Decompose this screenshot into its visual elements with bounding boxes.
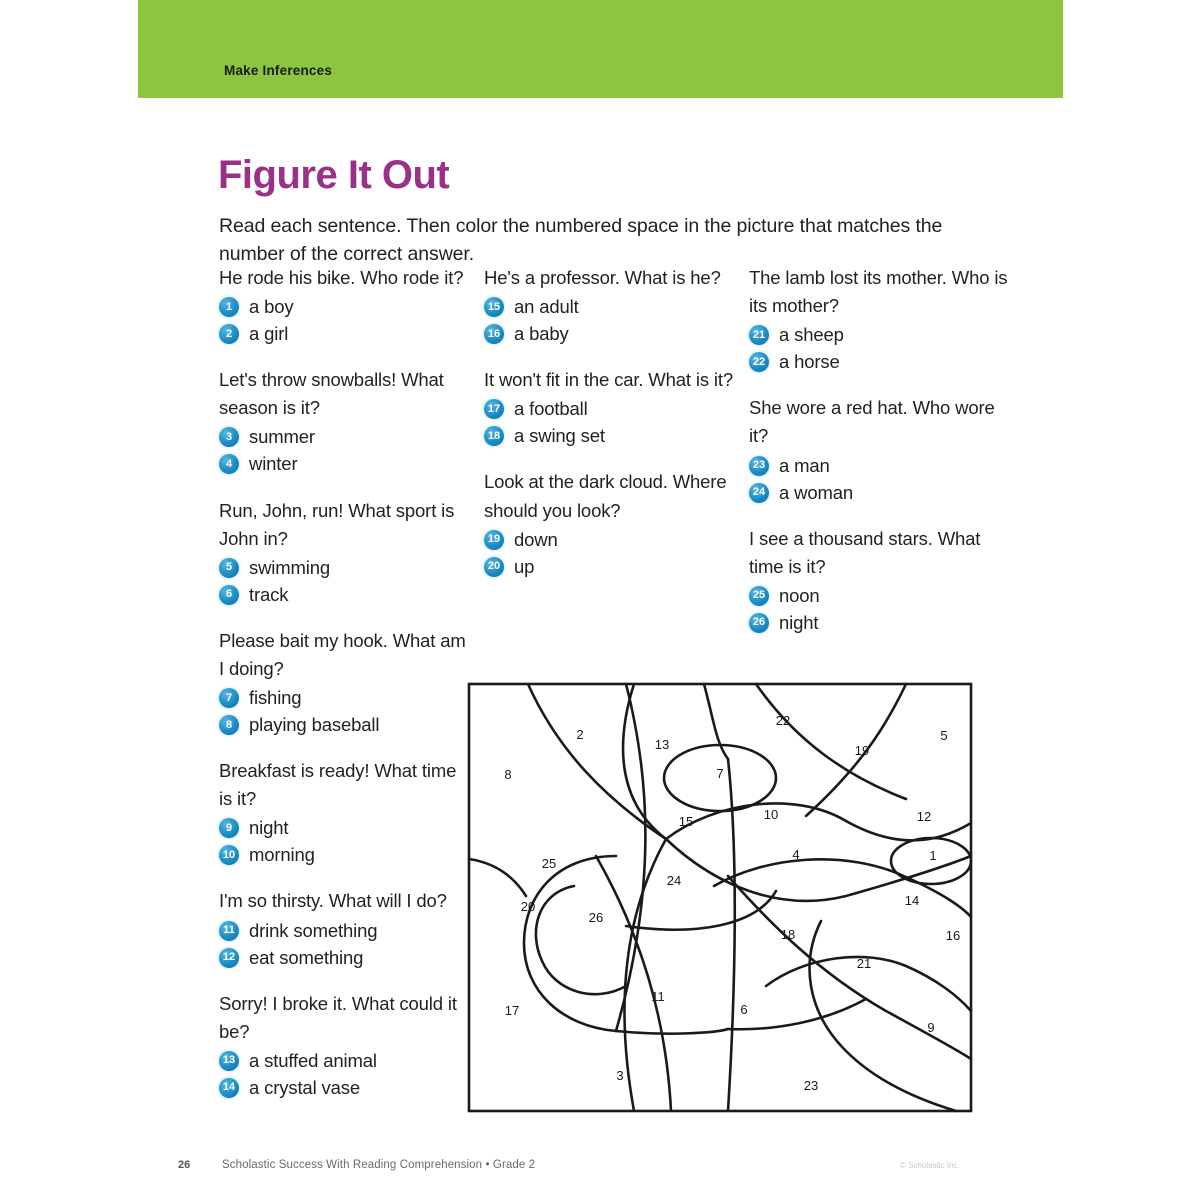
answer-choice-label: down — [514, 528, 558, 550]
answer-number-badge: 2 — [219, 324, 239, 344]
answer-choice[interactable] — [219, 946, 474, 970]
question-prompt: I see a thousand stars. What time is it? — [749, 527, 981, 577]
puzzle-region-number[interactable]: 19 — [854, 743, 870, 758]
answer-choice-label: a man — [779, 454, 830, 476]
question-prompt: Sorry! I broke it. What could it be? — [219, 992, 457, 1042]
answer-number-badge: 11 — [219, 921, 239, 941]
answer-number-badge: 5 — [219, 558, 239, 578]
question-prompt: She wore a red hat. Who wore it? — [749, 397, 995, 447]
answer-choice-label: a football — [514, 398, 588, 420]
answer-number-badge: 14 — [219, 1078, 239, 1098]
puzzle-region-number[interactable]: 14 — [904, 893, 920, 908]
question-block — [219, 627, 474, 737]
answer-choice-label: a sheep — [779, 324, 844, 346]
answer-number-badge: 21 — [749, 325, 769, 345]
puzzle-region-number[interactable]: 21 — [856, 956, 872, 971]
answer-choice[interactable] — [749, 611, 1009, 635]
answer-number-badge: 13 — [219, 1051, 239, 1071]
question-prompt: Let's throw snowballs! What season is it? — [219, 369, 444, 419]
answer-number-badge: 10 — [219, 845, 239, 865]
answer-choice-label: swimming — [249, 556, 331, 578]
footer-page-number: 26 — [178, 1159, 191, 1171]
question-prompt: Look at the dark cloud. Where should you look? — [484, 471, 727, 521]
puzzle-region-number[interactable]: 12 — [916, 809, 932, 824]
answer-choice-label: drink something — [249, 919, 378, 941]
answer-choice-label: a swing set — [514, 425, 605, 447]
answer-choice-label: morning — [249, 844, 315, 866]
answer-choice-label: playing baseball — [249, 714, 380, 736]
puzzle-region-number[interactable]: 11 — [651, 989, 665, 1004]
answer-choice[interactable] — [749, 350, 1009, 374]
answer-choice-label: night — [249, 817, 289, 839]
question-prompt: Please bait my hook. What am I doing? — [219, 629, 466, 679]
puzzle-region-number[interactable]: 22 — [775, 713, 791, 728]
answer-choice[interactable] — [219, 686, 474, 710]
answer-number-badge: 26 — [749, 613, 769, 633]
puzzle-region-number[interactable]: 15 — [678, 814, 694, 829]
answer-number-badge: 6 — [219, 585, 239, 605]
puzzle-region-number[interactable]: 4 — [792, 847, 800, 862]
answer-number-badge: 22 — [749, 352, 769, 372]
answer-number-badge: 12 — [219, 948, 239, 968]
answer-choice-label: a crystal vase — [249, 1076, 360, 1098]
answer-choice[interactable] — [484, 528, 734, 552]
answer-number-badge: 8 — [219, 715, 239, 735]
question-prompt: Run, John, run! What sport is John in? — [219, 499, 455, 549]
answer-choice[interactable] — [219, 322, 474, 346]
answer-choice-label: fishing — [249, 687, 302, 709]
question-block — [484, 468, 734, 578]
puzzle-region-number[interactable]: 26 — [588, 910, 604, 925]
question-block — [484, 264, 734, 346]
answer-number-badge: 15 — [484, 297, 504, 317]
answer-choice[interactable] — [219, 843, 474, 867]
question-prompt: It won't fit in the car. What is it? — [484, 369, 734, 391]
answer-choice-label: track — [249, 583, 289, 605]
answer-choice[interactable] — [219, 295, 474, 319]
question-column-2 — [484, 264, 734, 599]
question-block — [219, 757, 474, 867]
answer-number-badge: 19 — [484, 530, 504, 550]
puzzle-region-number[interactable]: 6 — [740, 1002, 748, 1017]
answer-choice[interactable] — [484, 322, 734, 346]
answer-choice[interactable] — [484, 555, 734, 579]
answer-choice-label: a woman — [779, 481, 854, 503]
question-prompt: He's a professor. What is he? — [484, 267, 721, 288]
answer-choice-label: winter — [249, 453, 298, 475]
answer-choice[interactable] — [219, 1076, 474, 1100]
question-block — [484, 366, 734, 448]
question-prompt: I'm so thirsty. What will I do? — [219, 890, 447, 912]
question-prompt: The lamb lost its mother. Who is its mother? — [749, 267, 1008, 317]
answer-choice[interactable] — [749, 323, 1009, 347]
puzzle-region-number[interactable]: 1 — [929, 848, 937, 863]
question-column-3 — [749, 264, 1009, 655]
answer-choice[interactable] — [219, 452, 474, 476]
answer-choice-label: a boy — [249, 296, 294, 318]
answer-choice[interactable] — [749, 454, 1009, 478]
question-prompt: He rode his bike. Who rode it? — [219, 267, 464, 288]
answer-number-badge: 24 — [749, 483, 769, 503]
answer-number-badge: 20 — [484, 557, 504, 577]
question-block — [219, 887, 474, 969]
answer-choice[interactable] — [219, 556, 474, 580]
puzzle-region-number[interactable]: 5 — [940, 728, 948, 743]
footer-book-title: Scholastic Success With Reading Comprehension • Grade 2 — [222, 1159, 536, 1171]
puzzle-region-number[interactable]: 18 — [780, 927, 796, 942]
answer-number-badge: 1 — [219, 297, 239, 317]
instructions-text: Read each sentence. Then color the numbered space in the picture that matches the number of the correct answer. — [219, 214, 943, 265]
answer-choice-label: a stuffed animal — [249, 1049, 377, 1071]
puzzle-region-number[interactable]: 25 — [541, 856, 557, 871]
puzzle-region-number[interactable]: 7 — [716, 766, 724, 781]
answer-choice-label: a horse — [779, 351, 840, 373]
answer-number-badge: 9 — [219, 818, 239, 838]
answer-number-badge: 23 — [749, 456, 769, 476]
answer-number-badge: 17 — [484, 399, 504, 419]
answer-choice-label: noon — [779, 584, 820, 606]
coloring-puzzle-picture[interactable] — [466, 681, 974, 1114]
question-block — [749, 394, 1009, 504]
answer-number-badge: 16 — [484, 324, 504, 344]
answer-number-badge: 25 — [749, 586, 769, 606]
question-block — [219, 264, 474, 346]
question-block — [219, 990, 474, 1100]
puzzle-region-number[interactable]: 17 — [504, 1003, 520, 1018]
puzzle-region-number[interactable]: 9 — [927, 1020, 935, 1035]
puzzle-region-number[interactable]: 16 — [945, 928, 961, 943]
answer-choice[interactable] — [219, 713, 474, 737]
answer-choice-label: a baby — [514, 323, 569, 345]
answer-choice[interactable] — [219, 919, 474, 943]
question-block — [749, 525, 1009, 635]
answer-choice[interactable] — [484, 295, 734, 319]
puzzle-region-number[interactable]: 10 — [763, 807, 779, 822]
answer-choice[interactable] — [484, 397, 734, 421]
answer-choice-label: night — [779, 611, 819, 633]
question-block — [219, 497, 474, 607]
answer-choice[interactable] — [749, 481, 1009, 505]
section-banner — [138, 0, 1063, 98]
footer-copyright: © Scholastic Inc. — [900, 1161, 960, 1170]
section-label: Make Inferences — [224, 63, 333, 78]
puzzle-region-number[interactable]: 8 — [504, 767, 512, 782]
question-block — [219, 366, 474, 476]
puzzle-region-number[interactable]: 3 — [616, 1068, 624, 1083]
answer-choice[interactable] — [484, 424, 734, 448]
question-column-1 — [219, 264, 474, 1120]
puzzle-region-number[interactable]: 13 — [654, 737, 670, 752]
answer-choice-label: a girl — [249, 323, 289, 345]
answer-choice-label: eat something — [249, 946, 364, 968]
puzzle-region-number[interactable]: 23 — [803, 1078, 819, 1093]
answer-choice[interactable] — [219, 1049, 474, 1073]
question-prompt: Breakfast is ready! What time is it? — [219, 760, 457, 810]
answer-choice[interactable] — [749, 584, 1009, 608]
answer-number-badge: 3 — [219, 427, 239, 447]
answer-choice-label: an adult — [514, 296, 579, 318]
answer-choice[interactable] — [219, 816, 474, 840]
answer-number-badge: 18 — [484, 426, 504, 446]
answer-choice-label: up — [514, 555, 535, 577]
answer-choice[interactable] — [219, 583, 474, 607]
puzzle-region-number[interactable]: 24 — [666, 873, 682, 888]
answer-number-badge: 4 — [219, 454, 239, 474]
answer-choice[interactable] — [219, 425, 474, 449]
answer-choice-label: summer — [249, 426, 315, 448]
answer-number-badge: 7 — [219, 688, 239, 708]
puzzle-region-number[interactable]: 20 — [520, 899, 536, 914]
page-title: Figure It Out — [218, 152, 450, 197]
puzzle-region-number[interactable]: 2 — [576, 727, 584, 742]
question-block — [749, 264, 1009, 374]
